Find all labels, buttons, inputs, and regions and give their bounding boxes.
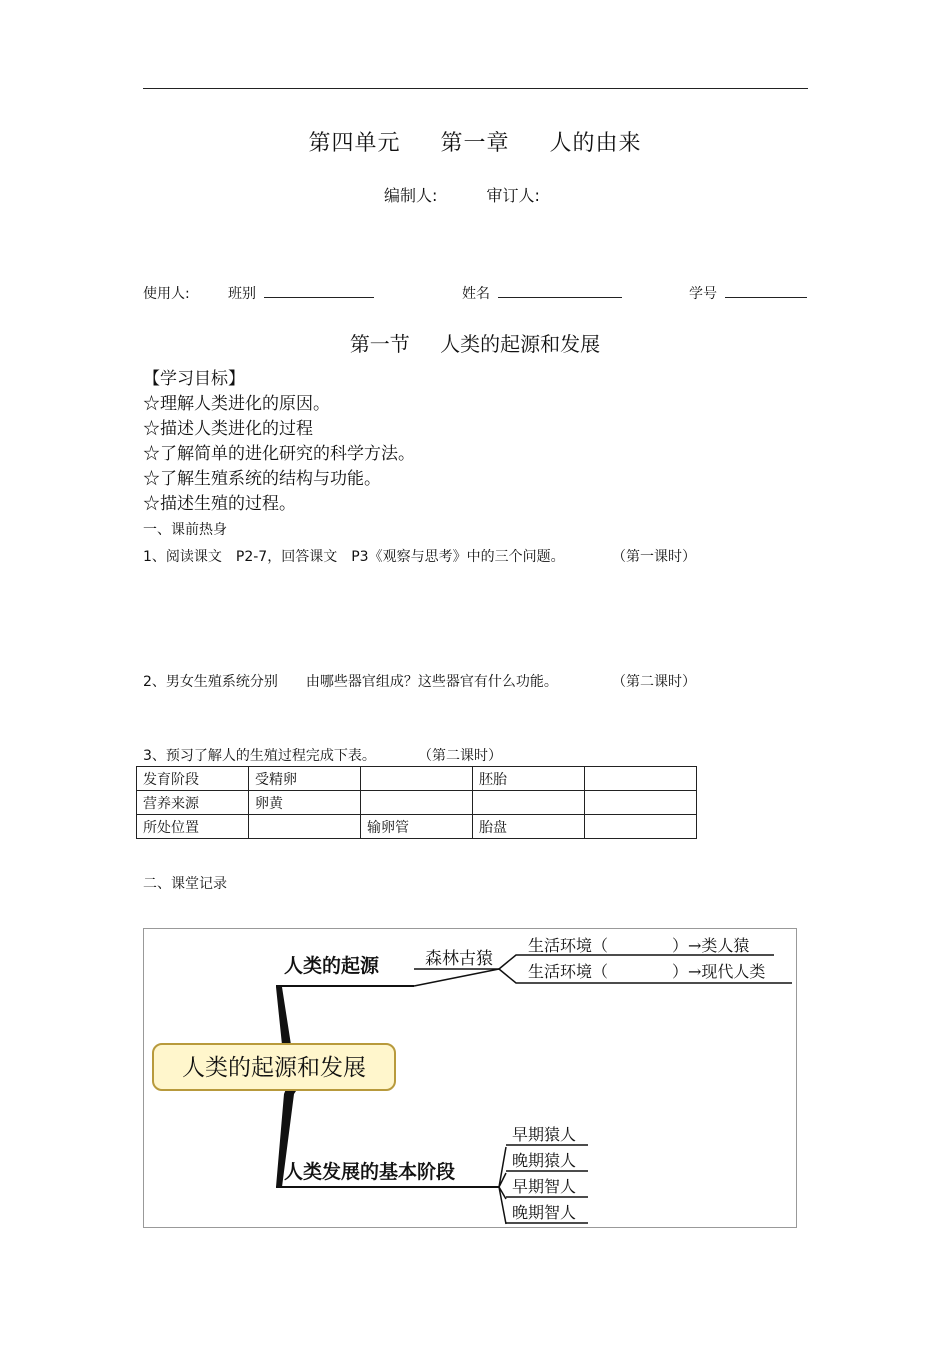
table-cell[interactable] [473,791,585,815]
part2-heading: 二、课堂记录 [143,876,227,892]
student-no-label: 学号 [689,286,717,302]
question-1: 1、阅读课文 P2-7，回答课文 P3《观察与思考》中的三个问题。 [143,549,565,565]
user-label: 使用人: [143,286,190,302]
environment-1: 生活环境（ ）→类人猿 [528,936,750,955]
mind-map [143,928,797,1228]
section-name: 人类的起源和发展 [440,332,601,356]
table-cell[interactable] [585,815,697,839]
objectives-heading: 【学习目标】 [143,369,245,389]
question-2-note: （第二课时） [612,674,696,690]
student-no-field [689,283,807,303]
table-cell[interactable] [361,791,473,815]
table-cell: 受精卵 [249,767,361,791]
table-cell[interactable] [361,767,473,791]
objective-item: ☆理解人类进化的原因。 [143,394,330,414]
origin-branch-label: 人类的起源 [284,955,380,977]
table-cell: 所处位置 [137,815,249,839]
editor-label: 编制人: [384,186,438,205]
name-label: 姓名 [462,286,490,302]
table-cell: 营养来源 [137,791,249,815]
table-cell[interactable] [585,767,697,791]
top-rule [143,88,808,89]
ancestor-label: 森林古猿 [425,949,493,969]
table-row [137,791,697,815]
stages-connector [499,1147,506,1224]
part1-heading: 一、课前热身 [143,522,227,538]
table-row [137,815,697,839]
objective-item: ☆了解简单的进化研究的科学方法。 [143,444,415,464]
chapter-label: 第一章 [440,131,510,156]
objective-item: ☆描述生殖的过程。 [143,494,296,514]
table-row [137,767,697,791]
question-3-note: （第二课时） [418,748,502,764]
development-table [136,766,697,839]
origin-to-ancestor-line [414,969,499,986]
reviewer-label: 审订人: [486,186,540,205]
table-cell: 卵黄 [249,791,361,815]
question-1-note: （第一课时） [612,549,696,565]
class-field [228,283,374,303]
section-number: 第一节 [349,332,410,356]
chapter-title: 人的由来 [549,131,642,156]
stages-branch-label: 人类发展的基本阶段 [284,1161,456,1183]
name-field [462,283,622,303]
section-title [0,328,950,357]
student-no-blank[interactable] [725,283,807,298]
class-label: 班别 [228,286,256,302]
central-node-label: 人类的起源和发展 [182,1055,366,1081]
objective-item: ☆了解生殖系统的结构与功能。 [143,469,381,489]
table-cell: 胚胎 [473,767,585,791]
class-blank[interactable] [264,283,374,298]
editors-line [384,183,540,206]
table-cell: 输卵管 [361,815,473,839]
name-blank[interactable] [498,283,622,298]
table-cell: 胎盘 [473,815,585,839]
mind-map-graphic [144,929,798,1229]
learning-objectives [143,367,415,517]
unit-title [0,126,950,157]
table-cell: 发育阶段 [137,767,249,791]
stage-label: 早期猿人 [512,1125,577,1144]
table-cell[interactable] [249,815,361,839]
question-2: 2、男女生殖系统分别 由哪些器官组成？这些器官有什么功能。 [143,674,558,690]
stage-label: 晚期猿人 [512,1151,577,1170]
stage-label: 晚期智人 [512,1203,577,1222]
objective-item: ☆描述人类进化的过程 [143,419,313,439]
unit-label: 第四单元 [308,131,401,156]
environment-2: 生活环境（ ）→现代人类 [528,962,766,981]
stage-label: 早期智人 [512,1177,577,1196]
question-3: 3、预习了解人的生殖过程完成下表。 [143,748,376,764]
table-cell[interactable] [585,791,697,815]
